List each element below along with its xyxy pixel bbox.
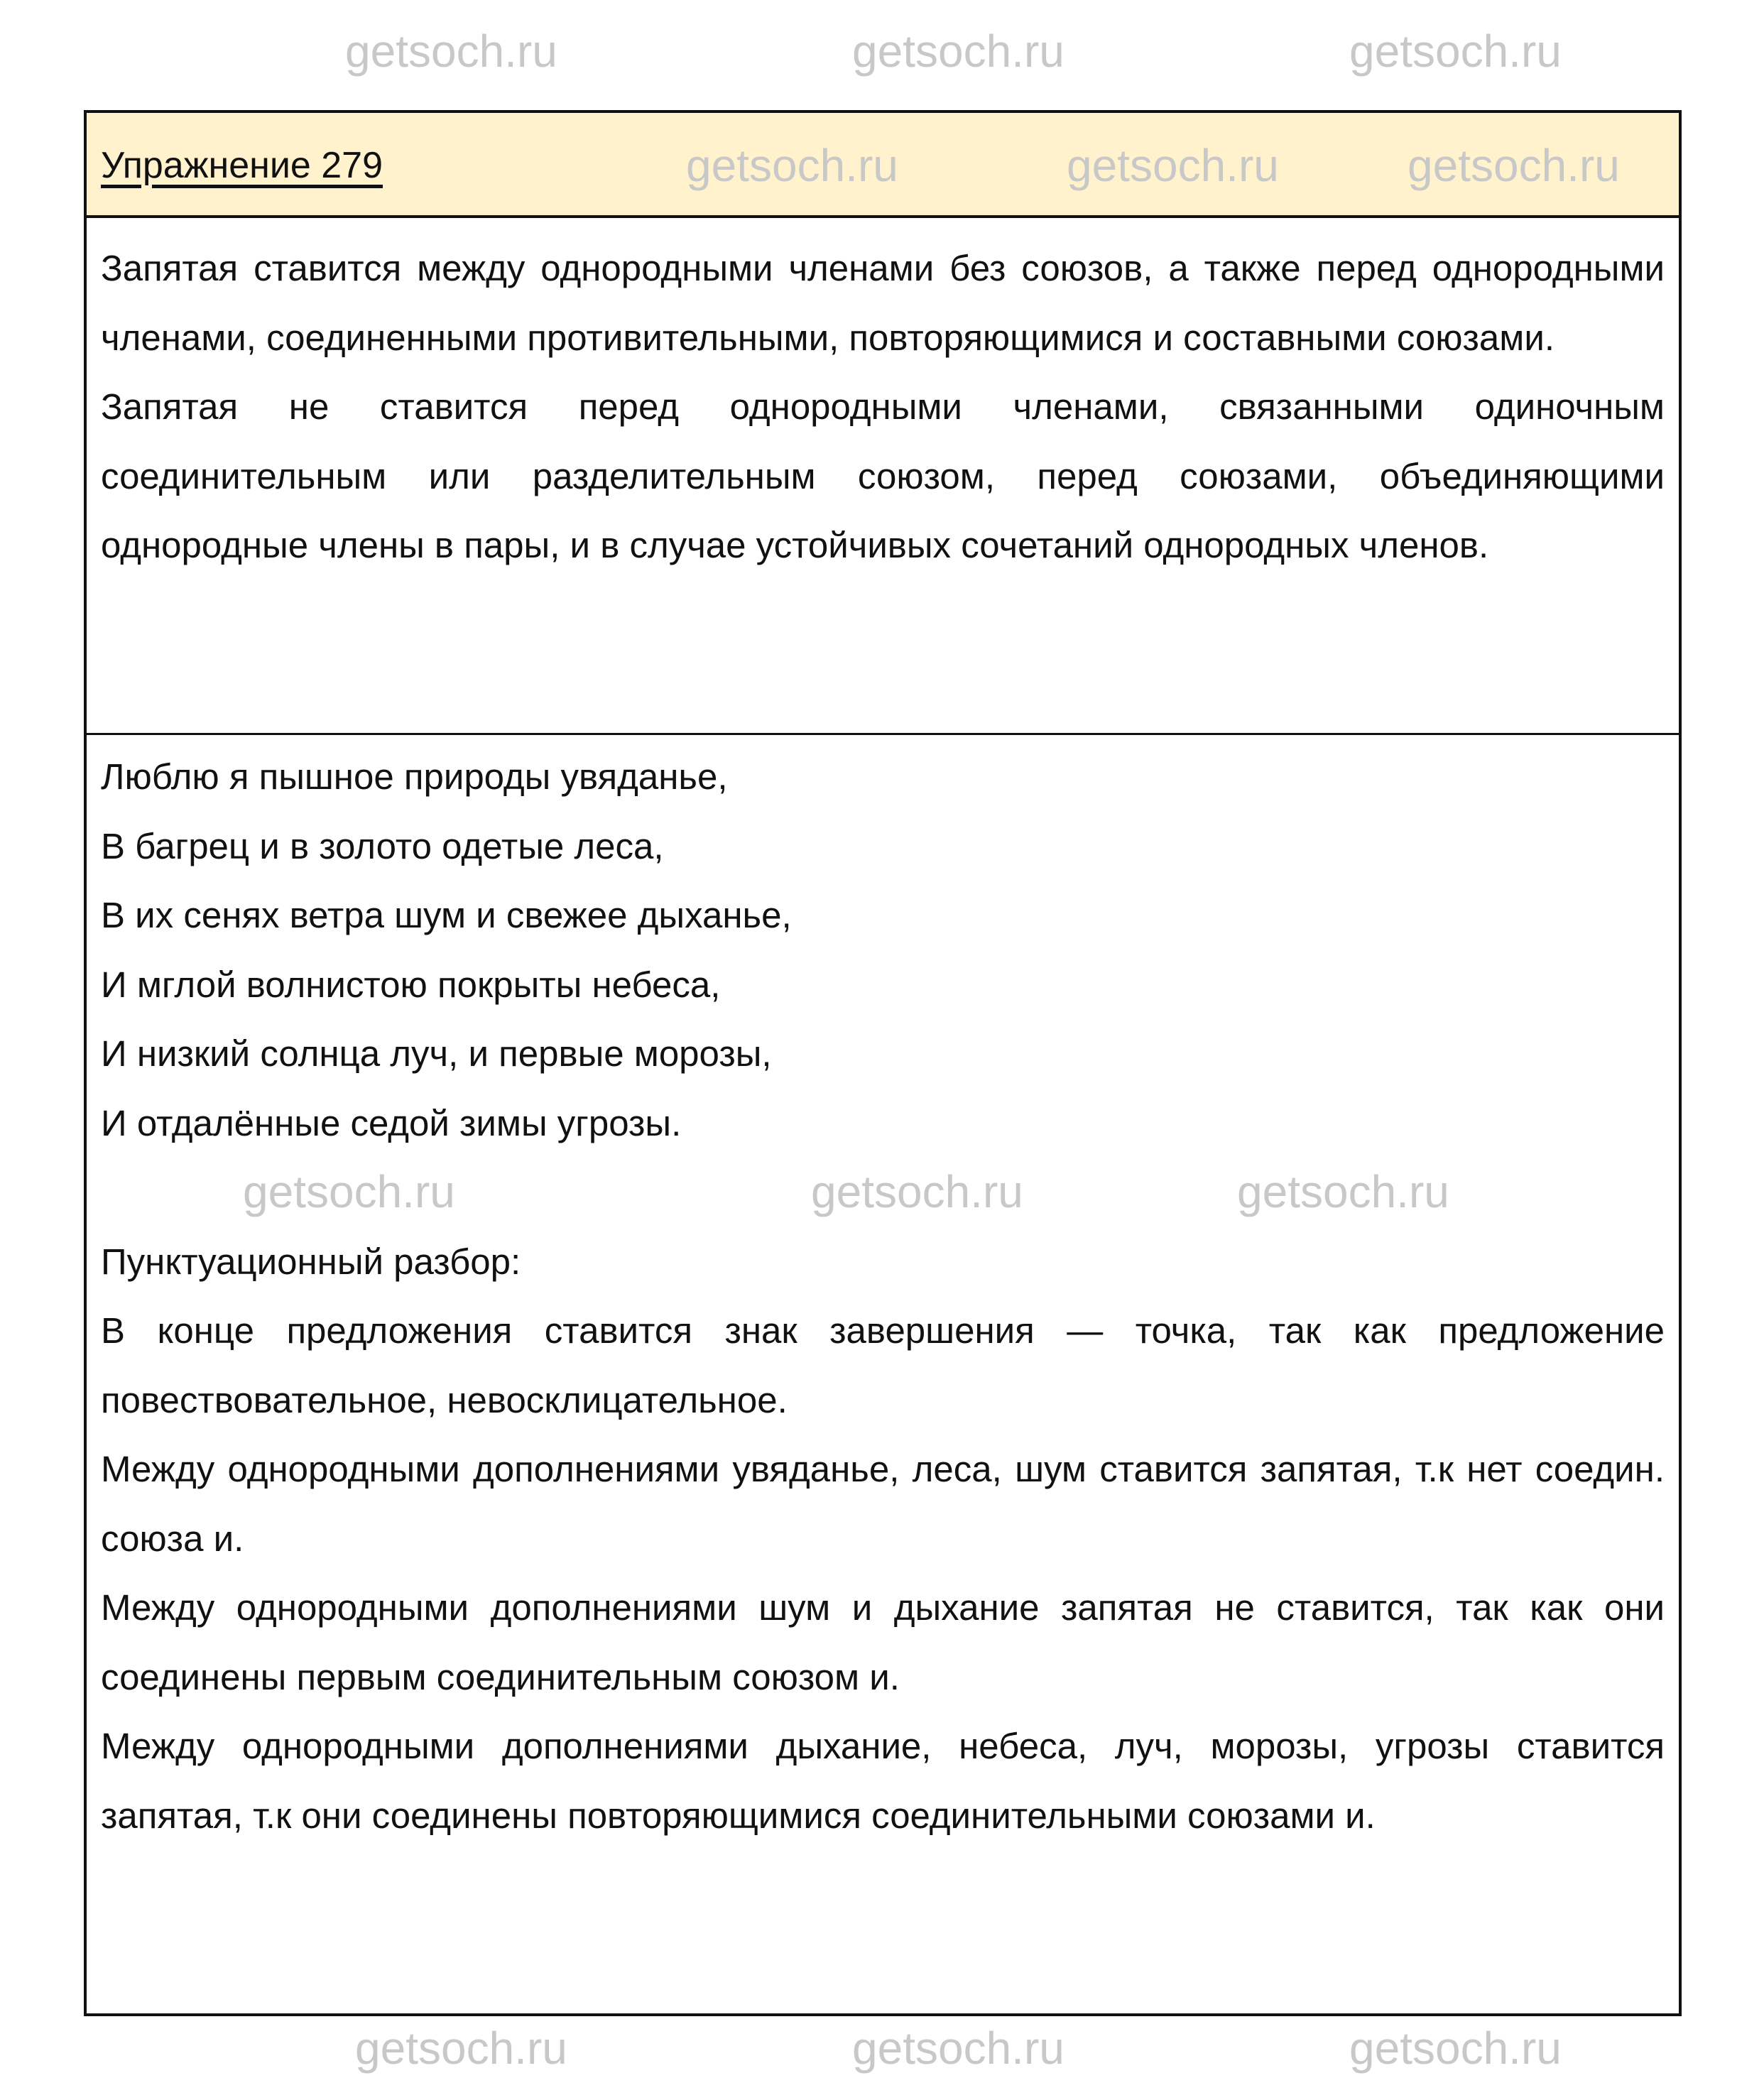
rule-paragraph: Запятая не ставится перед однородными членами, связанными одиночным соединительным или разделительным союзом, перед союзами, объединяющими однородные члены в пары, и в случае устойчивых сочетаний однородных членов. [101,386,1665,565]
watermark: getsoch.ru [1408,140,1620,191]
exercise-title: Упражнение 279 [101,145,383,186]
header-row [87,113,1679,218]
watermark: getsoch.ru [686,140,898,191]
poem-line: Люблю я пышное природы увяданье, [101,756,728,797]
watermark: getsoch.ru [1349,2023,1562,2074]
watermark: getsoch.ru [852,26,1065,77]
answer-row [87,735,1679,2013]
watermark: getsoch.ru [243,1166,455,1217]
poem-line: И отдалённые седой зимы угрозы. [101,1102,682,1143]
poem-line: И мглой волнистою покрыты небеса, [101,964,721,1005]
poem-line: В багрец и в золото одетые леса, [101,825,664,866]
watermark: getsoch.ru [345,26,557,77]
watermark: getsoch.ru [1067,140,1279,191]
watermark: getsoch.ru [1349,26,1562,77]
watermark: getsoch.ru [355,2023,567,2074]
watermark: getsoch.ru [811,1166,1023,1217]
analysis-paragraph: Между однородными дополнениями шум и дыхание запятая не ставится, так как они соединены первым соединительным союзом и. [101,1587,1665,1697]
poem-line: И низкий солнца луч, и первые морозы, [101,1033,772,1074]
watermark: getsoch.ru [1237,1166,1449,1217]
exercise-table [84,110,1682,2016]
analysis-paragraph: Между однородными дополнениями дыхание, небеса, луч, морозы, угрозы ставится запятая, т.к они соединены повторяющимися соединительными союзами и. [101,1726,1665,1836]
poem-line: В их сенях ветра шум и свежее дыханье, [101,895,792,935]
spacer [101,1158,1665,1227]
watermark: getsoch.ru [852,2023,1065,2074]
analysis-paragraph: В конце предложения ставится знак завершения — точка, так как предложение повествовательное, невосклицательное. [101,1310,1665,1420]
analysis-heading: Пунктуационный разбор: [101,1241,521,1282]
rule-paragraph: Запятая ставится между однородными членами без союзов, а также перед однородными членами, соединенными противительными, повторяющимися и составными союзами. [101,248,1665,358]
analysis-paragraph: Между однородными дополнениями увяданье, леса, шум ставится запятая, т.к нет соедин. союза и. [101,1449,1665,1559]
rule-row [87,218,1679,735]
